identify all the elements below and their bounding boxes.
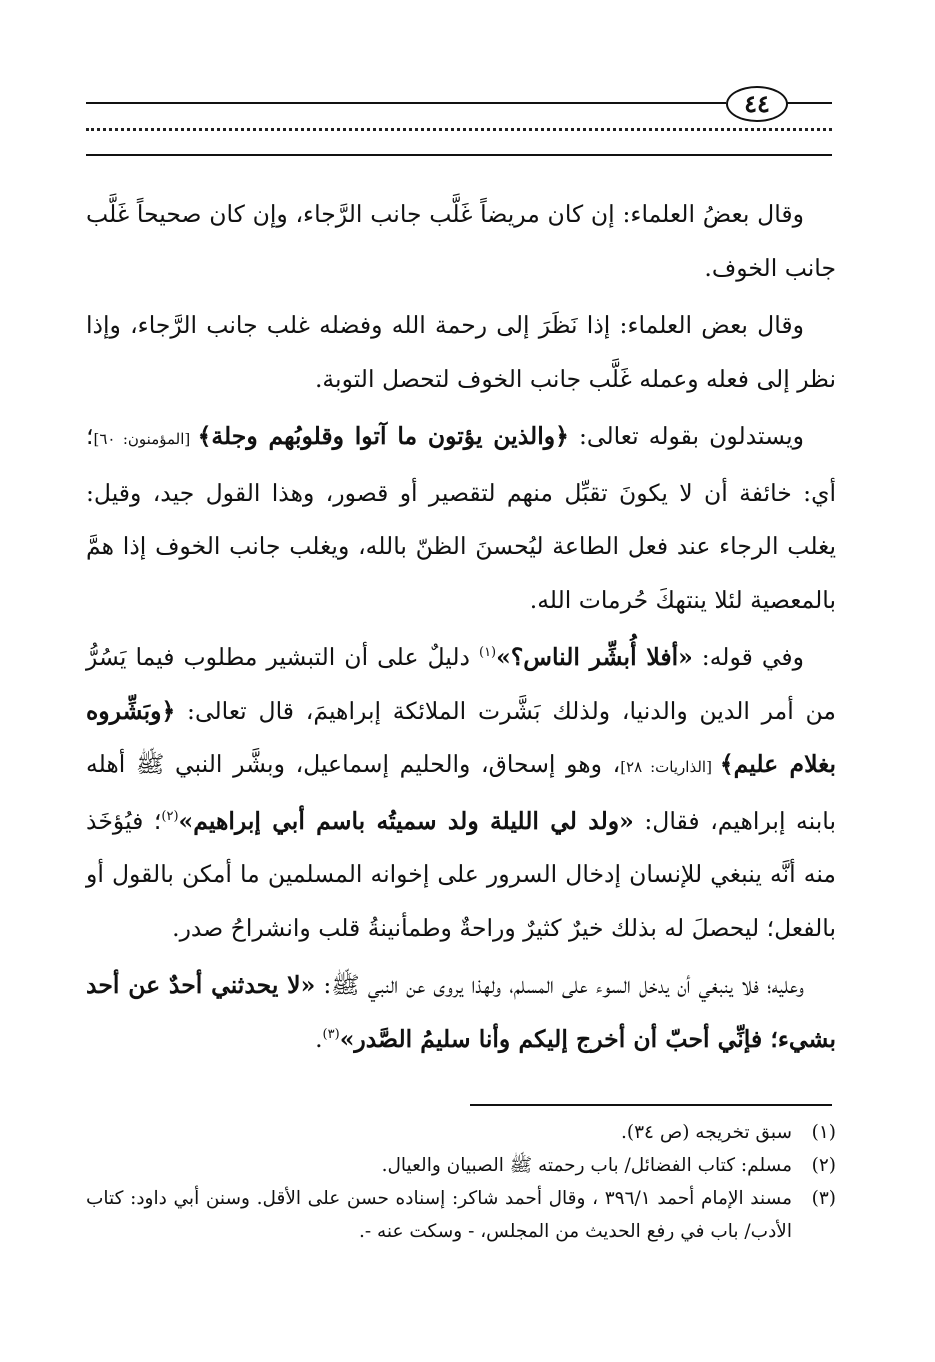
footnote-text: مسلم: كتاب الفضائل/ باب رحمته ﷺ الصبيان والعيال. <box>381 1155 792 1176</box>
paragraph-text: ؛ فيُؤخَذ منه أنَّه ينبغي للإنسان إدخال السرور على إخوانه المسلمين ما أمكن بالقول أو بالفعل؛ ليحصلَ له بذلك خيرٌ كثيرٌ وراحةٌ وطمأنينةُ قلب وانشراحُ صدر. <box>86 806 836 942</box>
quoted-text: ﴿وبَشِّروه بغلام عليم﴾ <box>86 696 836 778</box>
footnote-marker: (٣) <box>322 1026 340 1042</box>
paragraph-text: ؛ أي: خائفة أن لا يكونَ تقبِّل منهم لتقصير أو قصور، وهذا القول جيد، وقيل: يغلب الرجاء عند فعل الطاعة ليُحسنَ الظنّ بالله، ويغلب جانب الخوف إذا همَّ بالمعصية لئلا ينتهكَ حُرمات الله. <box>86 422 836 614</box>
page-number: ٤٤ <box>726 86 788 122</box>
paragraph-text: . <box>315 1024 323 1053</box>
quoted-text: «لا يحدثني أحدٌ عن أحد بشيء؛ فإنِّي أحبّ أن أخرج إليكم وأنا سليمُ الصَّدر» <box>86 971 836 1053</box>
paragraph-text: وفي قوله: <box>692 643 804 671</box>
paragraph <box>86 299 836 406</box>
footnote-marker: (٢) <box>161 808 179 824</box>
paragraph <box>86 410 836 627</box>
header-rule <box>86 102 726 104</box>
footnote-divider <box>470 1104 832 1106</box>
paragraph-text: وقال بعض العلماء: إذا نَظَرَ إلى رحمة الله وفضله غلب جانب الرَّجاء، وإذا نظر إلى فعله وعمله غَلَّب جانب الخوف لتحصل التوبة. <box>86 311 836 393</box>
header-rule <box>786 102 832 104</box>
quoted-text: «ولد لي الليلة ولد سميتُه باسم أبي إبراهيم» <box>178 806 634 835</box>
footnote-text: سبق تخريجه (ص ٣٤). <box>620 1122 792 1143</box>
footnotes <box>86 1116 836 1248</box>
paragraph-text: وقال بعضُ العلماء: إن كان مريضاً غَلَّب جانب الرَّجاء، وإن كان صحيحاً غَلَّب جانب الخوف. <box>86 200 836 282</box>
body-text <box>86 188 836 1070</box>
footnote <box>86 1116 836 1149</box>
quoted-text: «أفلا أُبشِّر الناس؟» <box>496 643 693 671</box>
page-header <box>86 84 832 164</box>
footnote-text: مسند الإمام أحمد ٣٩٦/١ ، وقال أحمد شاكر: إسناده حسن على الأقل. وسنن أبي داود: كتاب الأدب/ باب في رفع الحديث من المجلس، - وسكت عنه -. <box>86 1188 792 1242</box>
paragraph <box>86 959 836 1066</box>
footnote-number: (٣) <box>811 1188 836 1209</box>
footnote-number: (٢) <box>811 1155 836 1176</box>
verse-reference: [الذاريات: ٢٨] <box>620 758 720 776</box>
footnote-number: (١) <box>811 1122 836 1143</box>
verse-reference: [المؤمنون: ٦٠] <box>93 430 198 448</box>
paragraph-text: ويستدلون بقوله تعالى: <box>568 422 804 450</box>
paragraph <box>86 188 836 295</box>
paragraph-text: ، وهو إسحاق، والحليم إسماعيل، وبشَّر النبي ﷺ أهله بابنه إبراهيم، فقال: <box>86 750 836 835</box>
paragraph-text: دليلٌ على أن التبشير مطلوب فيما يَسُرُّ من أمر الدين والدنيا، ولذلك بَشَّرت الملائكة إبراهيمَ، قال تعالى: <box>86 643 836 725</box>
header-rule <box>86 154 832 156</box>
dotted-divider <box>86 128 832 137</box>
footnote-marker: (١) <box>478 645 497 661</box>
footnote <box>86 1182 836 1248</box>
paragraph-text: وعليه؛ فلا ينبغي أن يدخل السوء على المسلم، ولهذا يروى عن النبي ﷺ: <box>315 971 804 999</box>
paragraph <box>86 631 836 955</box>
quoted-text: ﴿والذين يؤتون ما آتوا وقلوبُهم وجلة﴾ <box>197 422 569 450</box>
footnote <box>86 1149 836 1182</box>
